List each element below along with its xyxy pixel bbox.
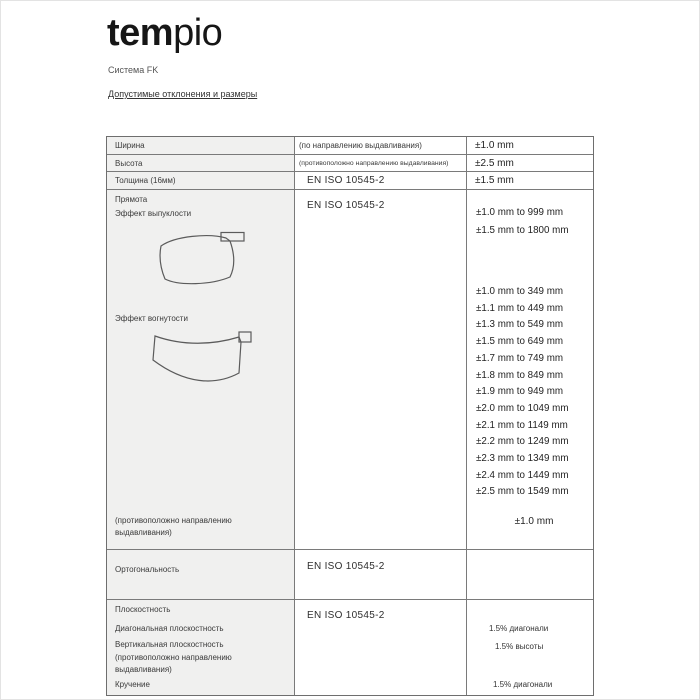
brand-logo-bold: tem (107, 12, 174, 54)
orthogonality-method: EN ISO 10545-2 (307, 561, 385, 572)
brand-logo (107, 11, 222, 55)
concave-value: ±1.3 mm to 549 mm (476, 319, 564, 331)
concave-value: ±1.9 mm to 949 mm (476, 386, 564, 398)
diagonal-flatness-label: Диагональная плоскостность (115, 624, 224, 633)
flatness-label-cell (107, 600, 295, 695)
thickness-value-cell (467, 172, 593, 189)
flatness-values-cell (467, 600, 593, 695)
concave-value: ±2.5 mm to 1549 mm (476, 486, 569, 498)
height-value: ±2.5 mm (475, 157, 514, 169)
concave-value: ±2.4 mm to 1449 mm (476, 469, 569, 481)
concave-value: ±1.0 mm to 349 mm (476, 286, 564, 297)
width-value: ±1.0 mm (475, 140, 514, 151)
flatness-method: EN ISO 10545-2 (307, 610, 385, 621)
flatness-title: Плоскостность (115, 605, 171, 614)
width-label-cell (107, 137, 295, 154)
system-subtitle: Система FK (108, 65, 159, 75)
thickness-method: EN ISO 10545-2 (307, 175, 385, 186)
concave-value: ±1.1 mm to 449 mm (476, 302, 564, 314)
straightness-title: Прямота (115, 195, 148, 204)
tolerances-table (106, 136, 594, 696)
width-value-cell (467, 137, 593, 154)
convex-value: ±1.0 mm to 999 mm (476, 207, 564, 218)
concave-value: ±1.7 mm to 749 mm (476, 352, 564, 364)
table-row-width (107, 137, 593, 155)
convex-values (476, 204, 593, 240)
orthogonality-value-cell (467, 550, 593, 599)
height-method-cell (295, 155, 467, 171)
concave-value: ±2.0 mm to 1049 mm (476, 402, 569, 414)
orthogonality-label-cell (107, 550, 295, 599)
concave-value: ±2.2 mm to 1249 mm (476, 436, 569, 448)
width-method: (по направлению выдавливания) (299, 141, 422, 150)
straightness-values-cell (467, 190, 593, 549)
vertical-flatness-label: Вертикальная плоскостность (противоположно направлению выдавливания) (115, 640, 232, 674)
convex-value: ±1.5 mm to 1800 mm (476, 225, 569, 236)
thickness-method-cell (295, 172, 467, 189)
height-method: (противоположно направлению выдавливания) (299, 159, 449, 167)
straightness-method: EN ISO 10545-2 (307, 200, 385, 211)
convex-tile-profile-diagram (157, 229, 249, 287)
convex-effect-label: Эффект выпуклости (115, 209, 192, 218)
table-row-thickness (107, 172, 593, 190)
thickness-label-cell (107, 172, 295, 189)
table-row-straightness (107, 190, 593, 550)
torsion-label: Кручение (115, 679, 150, 689)
width-method-cell (295, 137, 467, 154)
orthogonality-method-cell (295, 550, 467, 599)
concave-value: ±2.1 mm to 1149 mm (476, 419, 568, 431)
straightness-opposite-value: ±1.0 mm (514, 516, 554, 528)
concave-tile-profile-diagram (151, 329, 255, 389)
table-row-orthogonality (107, 550, 593, 600)
straightness-label-cell (107, 190, 295, 549)
concave-value: ±1.8 mm to 849 mm (476, 369, 564, 381)
concave-values (476, 284, 593, 501)
thickness-value: ±1.5 mm (475, 175, 514, 186)
height-label: Высота (115, 158, 143, 168)
height-label-cell (107, 155, 295, 171)
diagonal-flatness-value: 1.5% диагонали (489, 624, 549, 633)
brand-logo-light: pio (173, 12, 223, 54)
concave-value: ±2.3 mm to 1349 mm (476, 453, 569, 465)
straightness-method-cell (295, 190, 467, 549)
table-row-height (107, 155, 593, 172)
torsion-value: 1.5% диагонали (493, 680, 553, 689)
straightness-opposite-label: (противоположно направлению выдавливания) (115, 516, 232, 537)
table-row-flatness (107, 600, 593, 695)
concave-value: ±1.5 mm to 649 mm (476, 336, 564, 348)
tolerances-link[interactable]: Допустимые отклонения и размеры (108, 89, 258, 99)
thickness-label: Толщина (16мм) (115, 176, 176, 185)
flatness-method-cell (295, 600, 467, 695)
orthogonality-label: Ортогональность (115, 565, 180, 574)
width-label: Ширина (115, 141, 145, 150)
vertical-flatness-value: 1.5% высоты (495, 642, 544, 651)
height-value-cell (467, 155, 593, 171)
concave-effect-label: Эффект вогнутости (115, 314, 188, 323)
